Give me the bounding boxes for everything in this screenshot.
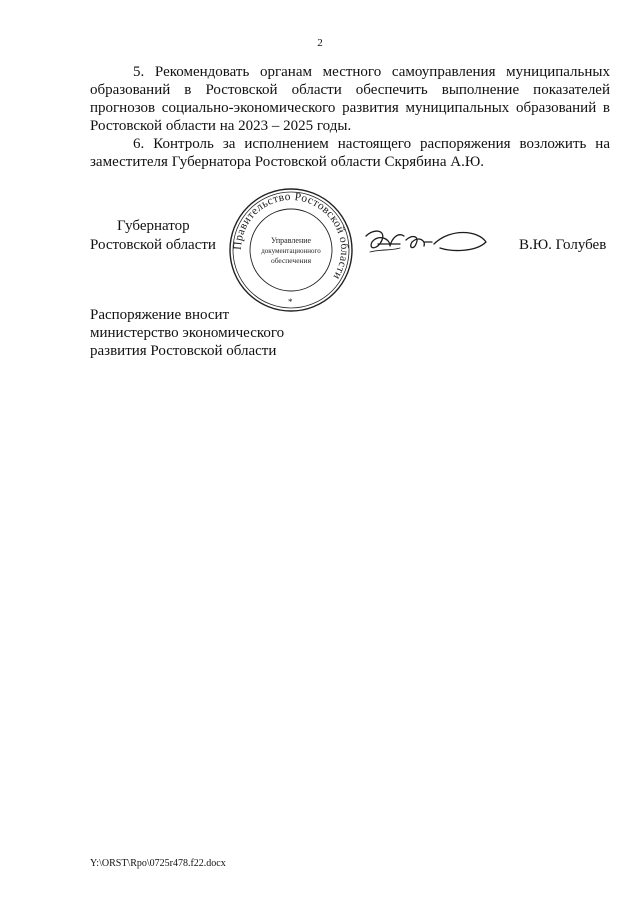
signatory-position	[90, 217, 216, 255]
official-seal	[228, 187, 354, 313]
introduced-by-line2: министерство экономического	[90, 325, 285, 341]
seal-inner-line2: документационного	[261, 247, 321, 255]
paragraph-6: 6. Контроль за исполнением настоящего распоряжения возложить на заместителя Губернатора Ростовской области Скрябина А.Ю.	[90, 136, 610, 170]
signatory-position-line2: Ростовской области	[90, 237, 216, 253]
seal-outer-text: Правительство Ростовской области	[231, 190, 351, 282]
introduced-by-line1: Распоряжение вносит	[90, 307, 230, 323]
introduced-by-line3: развития Ростовской области	[90, 343, 277, 359]
signatory-position-line1: Губернатор	[117, 218, 190, 234]
signatory-name: В.Ю. Голубев	[519, 237, 607, 253]
introduced-by-block	[90, 306, 284, 360]
seal-star-icon: *	[288, 297, 293, 307]
document-body	[90, 63, 610, 171]
file-path-footer: Y:\ORST\Rpo\0725r478.f22.docx	[90, 858, 226, 869]
page-number: 2	[317, 37, 323, 49]
seal-inner-line3: обеспечения	[270, 256, 312, 265]
seal-inner-line1: Управление	[270, 236, 312, 245]
paragraph-5: 5. Рекомендовать органам местного самоуправления муниципальных образований в Ростовской области обеспечить выполнение показателей прогнозов социально-экономического развития муниципальных образований в Ростовской области на 2023 – 2025 годы.	[90, 64, 610, 134]
handwritten-signature	[360, 222, 492, 262]
